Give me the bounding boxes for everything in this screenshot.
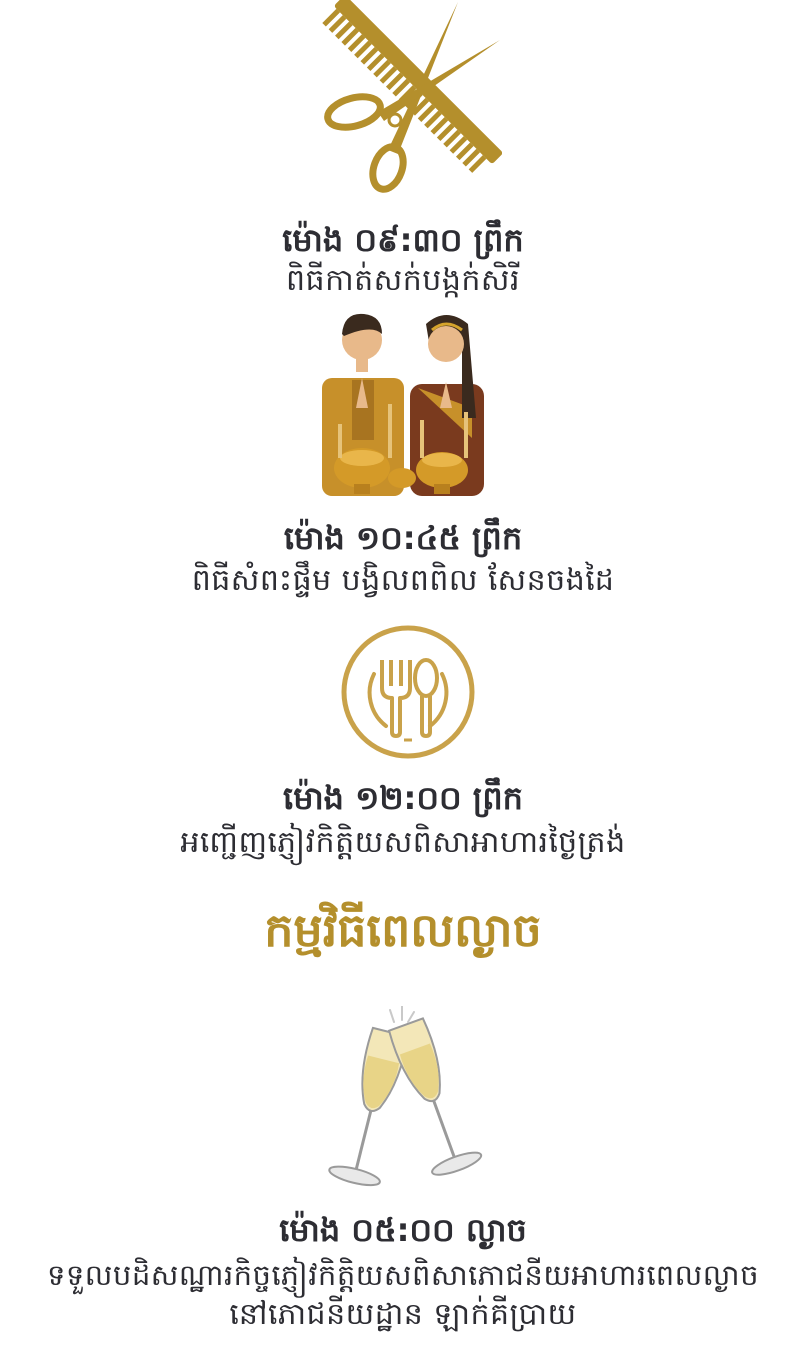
champagne-toast-icon [306, 1006, 502, 1196]
event-time: ម៉ោង ១០:៤៥ ព្រឹក [283, 519, 523, 557]
fork-spoon-plate-icon [338, 622, 478, 762]
event-description: អញ្ជើញភ្ញៀវកិត្តិយសពិសាអាហារថ្ងៃត្រង់ [180, 825, 626, 860]
evening-description-line2: នៅភោជនីយដ្ឋាន ឡាក់គីប្រាយ [229, 1297, 577, 1332]
evening-time: ម៉ោង ០៥:០០ ល្ងាច [279, 1211, 527, 1249]
event-description: ពិធីកាត់សក់បង្កក់សិរី [285, 263, 520, 298]
evening-program-title: កម្មវិធីពេលល្ងាច [264, 903, 542, 957]
event-time: ម៉ោង ០៩:៣០ ព្រឹក [282, 221, 524, 259]
event-time: ម៉ោង ១២:០០ ព្រឹក [283, 779, 523, 817]
couple-offering-icon [322, 308, 484, 500]
evening-description-line1: ទទួលបដិសណ្ឋារកិច្ចភ្ញៀវកិត្តិយសពិសាភោជនីយអាហារពេលល្ងាច [46, 1258, 760, 1292]
event-description: ពិធីសំពះផ្ទឹម បង្វិលពពិល សែនចងដៃ [191, 563, 615, 598]
scissors-comb-icon [318, 0, 502, 196]
